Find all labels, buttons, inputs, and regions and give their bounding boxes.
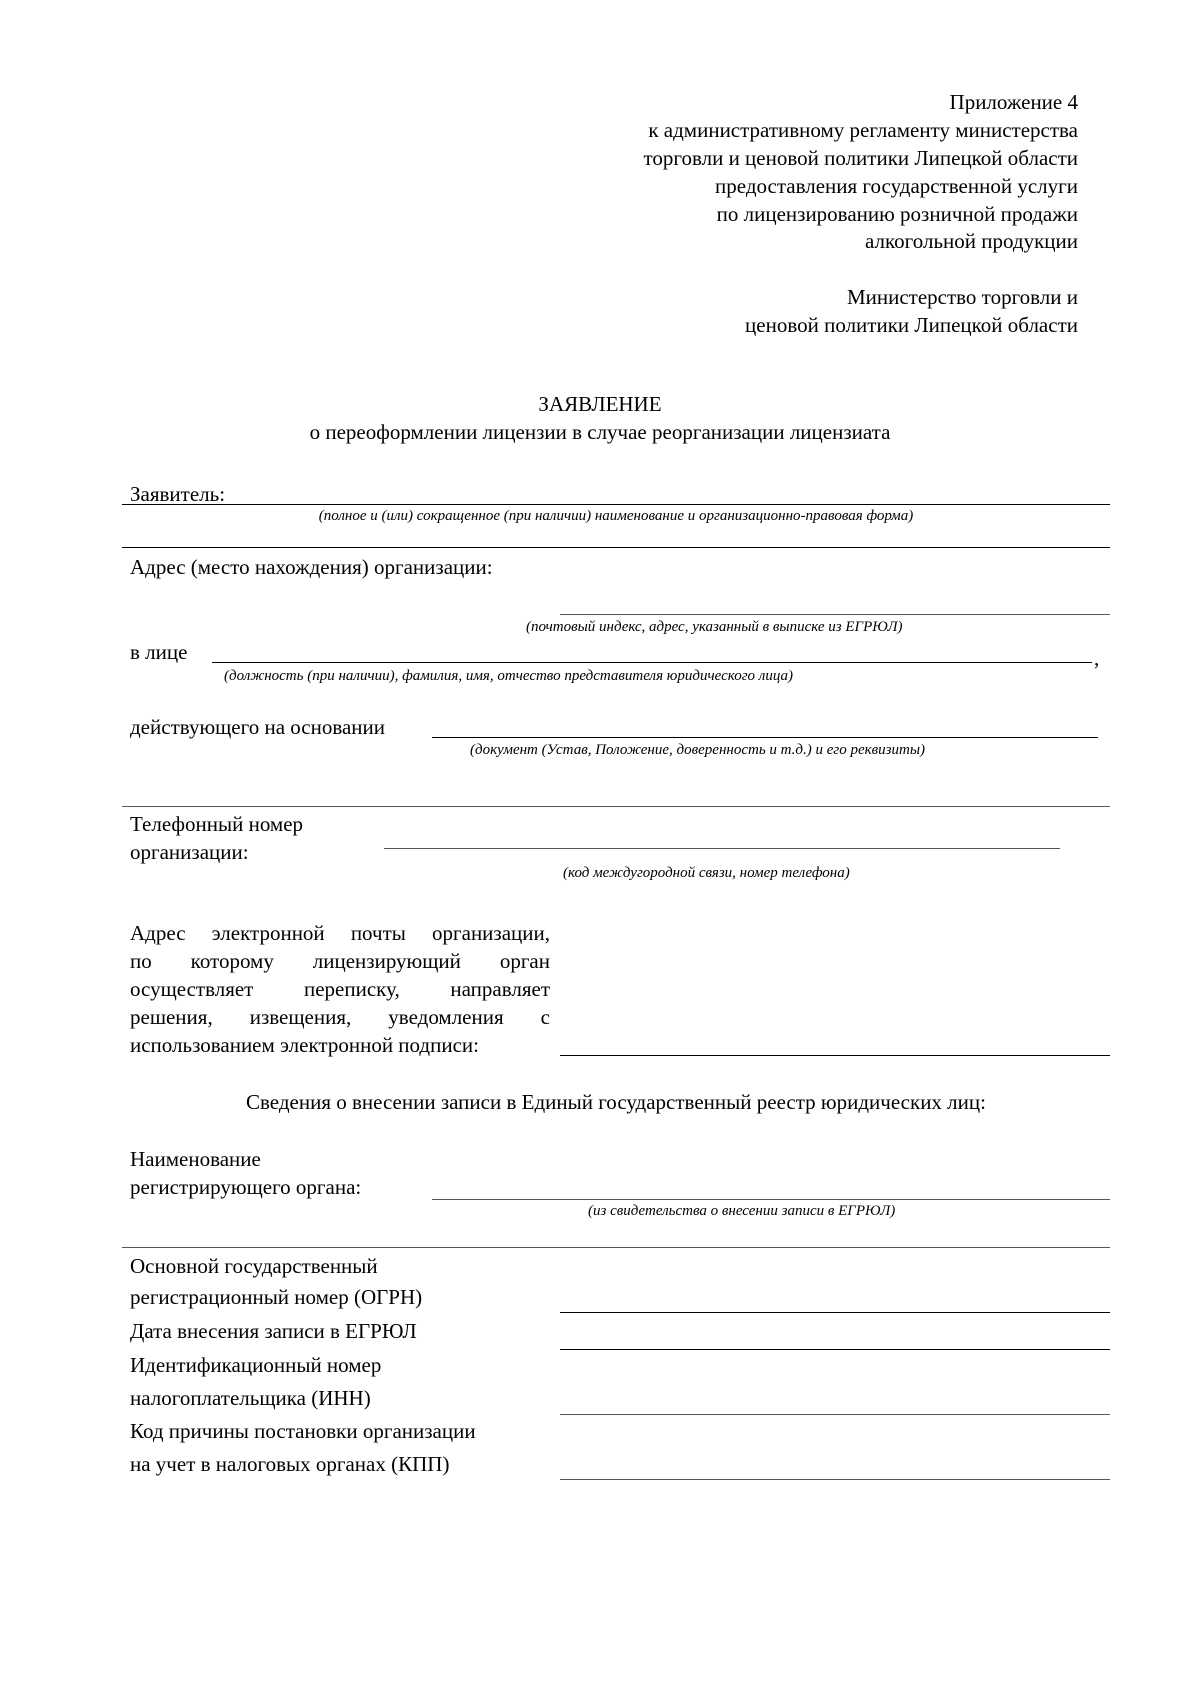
address-hint: (почтовый индекс, адрес, указанный в выписке из ЕГРЮЛ) [526, 619, 903, 635]
egrul-heading: Сведения о внесении записи в Единый государственный реестр юридических лиц: [246, 1090, 986, 1114]
phone-hint: (код междугородной связи, номер телефона) [563, 865, 850, 881]
kpp-input-line[interactable] [560, 1479, 1110, 1480]
represented-label: в лице [130, 640, 188, 664]
applicant-input-line[interactable] [122, 504, 1110, 505]
applicant-hint: (полное и (или) сокращенное (при наличии) наименование и организационно-правовая форма) [318, 508, 914, 524]
date-label: Дата внесения записи в ЕГРЮЛ [130, 1319, 417, 1343]
registrar-input-line[interactable] [432, 1199, 1110, 1200]
ogrn-label-line-1: Основной государственный [130, 1254, 378, 1278]
represented-hint: (должность (при наличии), фамилия, имя, отчество представителя юридического лица) [224, 668, 794, 684]
separator-line-1 [122, 806, 1110, 807]
kpp-label-line-1: Код причины постановки организации [130, 1419, 476, 1443]
date-input-line[interactable] [560, 1349, 1110, 1350]
email-label-line-1: Адрес электронной почты организации, [130, 921, 550, 945]
applicant-label: Заявитель: [130, 482, 226, 506]
phone-label-line-2: организации: [130, 840, 249, 864]
document-title: ЗАЯВЛЕНИЕ [538, 392, 662, 416]
address-label: Адрес (место нахождения) организации: [130, 555, 493, 579]
inn-input-line[interactable] [560, 1414, 1110, 1415]
separator-line-2 [122, 1247, 1110, 1248]
basis-label: действующего на основании [130, 715, 386, 739]
basis-input-line[interactable] [432, 737, 1098, 738]
registrar-label-line-2: регистрирующего органа: [130, 1175, 362, 1199]
header-line-3: предоставления государственной услуги [715, 174, 1078, 198]
address-input-line[interactable] [560, 614, 1110, 615]
header-line-1: к административному регламенту министерства [648, 118, 1078, 142]
registrar-hint: (из свидетельства о внесении записи в ЕГРЮЛ) [588, 1203, 896, 1219]
addressee-line-2: ценовой политики Липецкой области [745, 313, 1078, 337]
ogrn-input-line[interactable] [560, 1312, 1110, 1313]
basis-hint: (документ (Устав, Положение, доверенность и т.д.) и его реквизиты) [470, 742, 926, 758]
document-subtitle: о переоформлении лицензии в случае реорганизации лицензиата [309, 420, 891, 444]
inn-label-line-2: налогоплательщика (ИНН) [130, 1386, 371, 1410]
header-line-2: торговли и ценовой политики Липецкой области [643, 146, 1078, 170]
email-input-line[interactable] [560, 1055, 1110, 1056]
email-label-line-3: осуществляет переписку, направляет [130, 977, 550, 1001]
inn-label-line-1: Идентификационный номер [130, 1353, 382, 1377]
header-line-4: по лицензированию розничной продажи [716, 202, 1078, 226]
represented-input-line[interactable] [212, 662, 1092, 663]
addressee-line-1: Министерство торговли и [846, 285, 1078, 309]
email-label-line-2: по которому лицензирующий орган [130, 949, 550, 973]
header-line-5: алкогольной продукции [865, 229, 1078, 253]
email-label [130, 919, 550, 1059]
ogrn-label-line-2: регистрационный номер (ОГРН) [130, 1285, 423, 1309]
represented-comma: , [1094, 646, 1100, 670]
kpp-label-line-2: на учет в налоговых органах (КПП) [130, 1452, 450, 1476]
appendix-number: Приложение 4 [949, 90, 1078, 114]
phone-label-line-1: Телефонный номер [130, 812, 304, 836]
phone-input-line[interactable] [384, 848, 1060, 849]
registrar-label-line-1: Наименование [130, 1147, 261, 1171]
email-label-line-4: решения, извещения, уведомления с [130, 1005, 550, 1029]
applicant-input-line-2[interactable] [122, 547, 1110, 548]
email-label-line-5: использованием электронной подписи: [130, 1033, 479, 1057]
